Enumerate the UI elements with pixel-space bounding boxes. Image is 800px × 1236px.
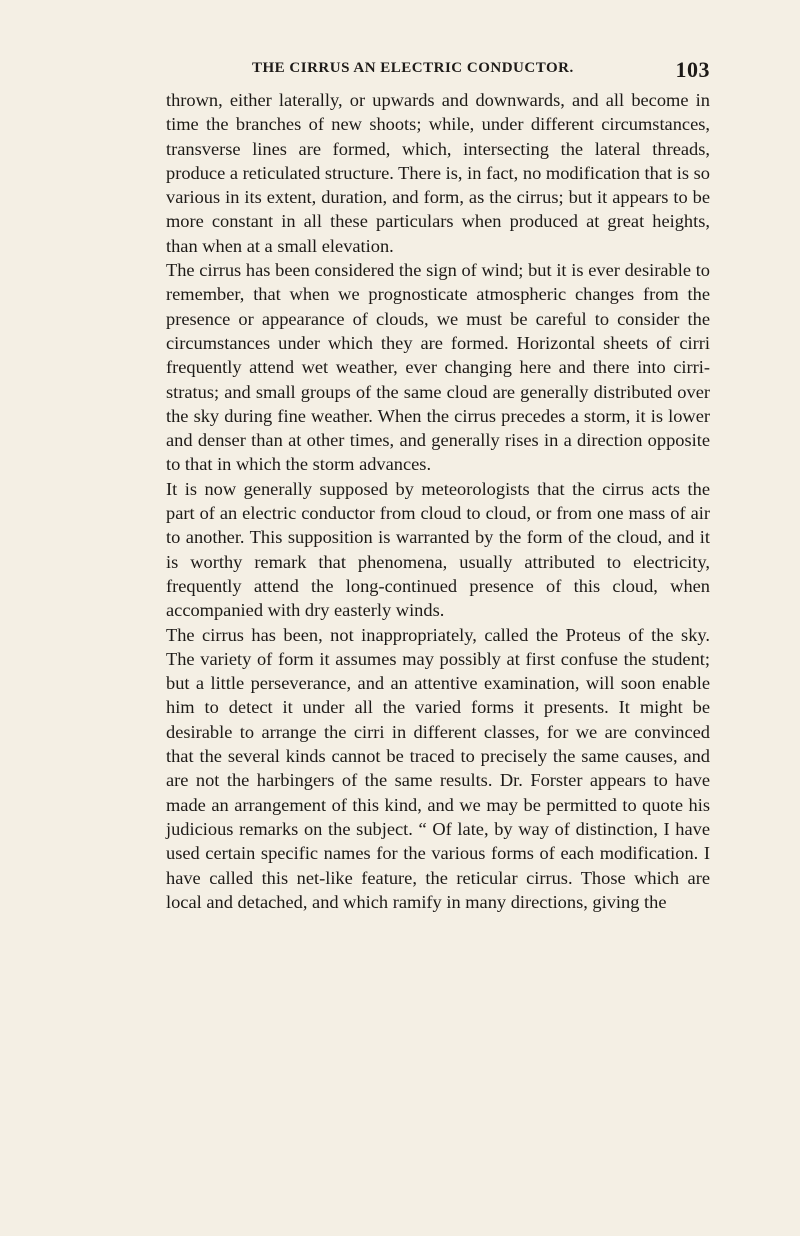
running-head: THE CIRRUS AN ELECTRIC CONDUCTOR. [252,60,574,76]
page-header [170,57,710,86]
paragraph-electric-conductor: It is now generally supposed by meteorologists that the cirrus acts the part of an electric conductor from cloud to cloud, or from one mass of air to another. This supposition is warranted by the form of the cloud, and it is worthy remark that phenomena, usually attributed to electricity, frequently attend the long-continued presence of this cloud, when accompanied with dry easterly winds. [166,478,710,621]
paragraph-continuation: thrown, either laterally, or upwards and downwards, and all become in time the branches of new shoots; while, under different circumstances, transverse lines are formed, which, intersecting the lateral threads, produce a reticulated structure. There is, in fact, no modification that is so various in its extent, duration, and form, as the cirrus; but it appears to be more constant in all these particulars when produced at great heights, than when at a small elevation. [166,90,710,256]
paragraph-cirrus-wind: The cirrus has been considered the sign of wind; but it is ever desirable to remember, that when we prognosticate atmospheric changes from the presence or appearance of clouds, we must be careful to consider the circumstances under which they are formed. Horizontal sheets of cirri frequently attend wet weather, ever changing here and there into cirri-stratus; and small groups of the same cloud are generally distributed over the sky during fine weather. When the cirrus precedes a storm, it is lower and denser than at other times, and generally rises in a direction opposite to that in which the storm advances. [166,260,710,475]
page-number: 103 [675,57,710,82]
body-text [166,88,710,914]
paragraph-proteus: The cirrus has been, not inappropriately, called the Proteus of the sky. The variety of form it assumes may possibly at first confuse the student; but a little perseverance, and an attentive examination, will soon enable him to detect it under all the varied forms it presents. It might be desirable to arrange the cirri in different classes, for we are convinced that the several kinds cannot be traced to precisely the same causes, and are not the harbingers of the same results. Dr. Forster appears to have made an arrangement of this kind, and we may be permitted to quote his judicious remarks on the subject. “ Of late, by way of distinction, I have used certain specific names for the various forms of each modification. I have called this net-like feature, the reticular cirrus. Those which are local and detached, and which ramify in many directions, giving the [166,624,710,912]
